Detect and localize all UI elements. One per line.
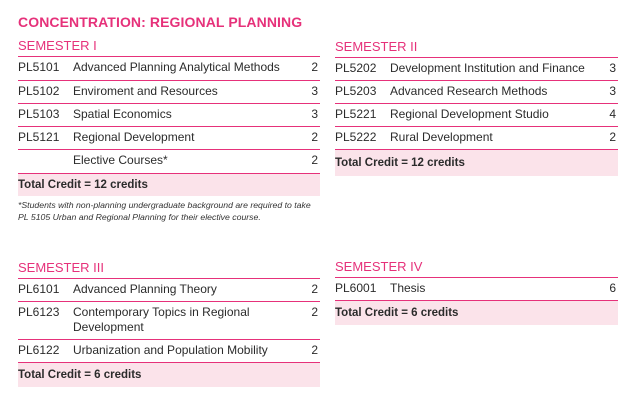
course-credits: 4 <box>609 107 616 121</box>
semester-title: SEMESTER I <box>18 38 97 53</box>
course-name: Elective Courses* <box>73 153 168 167</box>
footnote: *Students with non-planning undergraduate background are required to take PL 5105 Urban and Regional Planning for their elective course. <box>18 200 311 222</box>
course-code: PL6001 <box>335 281 377 295</box>
course-code: PL5202 <box>335 61 377 75</box>
course-credits: 2 <box>311 343 318 357</box>
semester-1-block <box>18 36 320 223</box>
course-list <box>335 277 618 301</box>
total-credit: Total Credit = 12 credits <box>18 174 320 196</box>
course-code: PL6122 <box>18 343 60 357</box>
course-code: PL6101 <box>18 282 60 296</box>
course-name: Contemporary Topics in Regional Development <box>73 305 250 334</box>
course-row <box>335 104 618 127</box>
course-row <box>18 150 320 174</box>
course-credits: 3 <box>311 84 318 98</box>
course-row <box>18 302 320 340</box>
course-credits: 3 <box>311 107 318 121</box>
semester-2-block <box>335 37 618 176</box>
course-code: PL5203 <box>335 84 377 98</box>
semester-title: SEMESTER III <box>18 260 104 275</box>
course-name: Rural Development <box>390 130 493 144</box>
semester-title: SEMESTER II <box>335 39 418 54</box>
course-credits: 3 <box>609 84 616 98</box>
course-row <box>18 127 320 150</box>
course-name: Advanced Planning Analytical Methods <box>73 60 280 74</box>
course-row <box>18 81 320 104</box>
course-row <box>18 57 320 81</box>
course-row <box>335 278 618 301</box>
course-list <box>18 56 320 174</box>
semester-3-block <box>18 258 320 387</box>
course-credits: 2 <box>311 305 318 319</box>
course-credits: 2 <box>311 282 318 296</box>
course-code: PL5222 <box>335 130 377 144</box>
course-code: PL6123 <box>18 305 60 319</box>
course-list <box>335 57 618 150</box>
course-row <box>335 127 618 150</box>
course-row <box>18 104 320 127</box>
course-credits: 2 <box>311 153 318 167</box>
total-credit: Total Credit = 6 credits <box>335 301 618 325</box>
course-list <box>18 278 320 363</box>
course-name: Spatial Economics <box>73 107 172 121</box>
course-row <box>18 279 320 302</box>
semester-4-block <box>335 257 618 325</box>
course-name: Advanced Research Methods <box>390 84 548 98</box>
course-code: PL5103 <box>18 107 60 121</box>
course-name: Development Institution and Finance <box>390 61 585 75</box>
course-credits: 2 <box>311 130 318 144</box>
course-code: PL5102 <box>18 84 60 98</box>
course-name: Thesis <box>390 281 426 295</box>
total-credit: Total Credit = 6 credits <box>18 363 320 387</box>
total-credit: Total Credit = 12 credits <box>335 150 618 176</box>
course-code: PL5221 <box>335 107 377 121</box>
course-code: PL5101 <box>18 60 60 74</box>
course-code: PL5121 <box>18 130 60 144</box>
course-name: Regional Development <box>73 130 195 144</box>
course-name: Advanced Planning Theory <box>73 282 217 296</box>
page-heading: CONCENTRATION: REGIONAL PLANNING <box>18 14 303 30</box>
course-name: Enviroment and Resources <box>73 84 218 98</box>
course-row <box>335 81 618 104</box>
course-name: Regional Development Studio <box>390 107 549 121</box>
course-credits: 3 <box>609 61 616 75</box>
course-row <box>335 58 618 81</box>
course-credits: 6 <box>609 281 616 295</box>
course-name: Urbanization and Population Mobility <box>73 343 268 357</box>
course-row <box>18 340 320 363</box>
semester-title: SEMESTER IV <box>335 259 423 274</box>
course-credits: 2 <box>311 60 318 74</box>
course-credits: 2 <box>609 130 616 144</box>
